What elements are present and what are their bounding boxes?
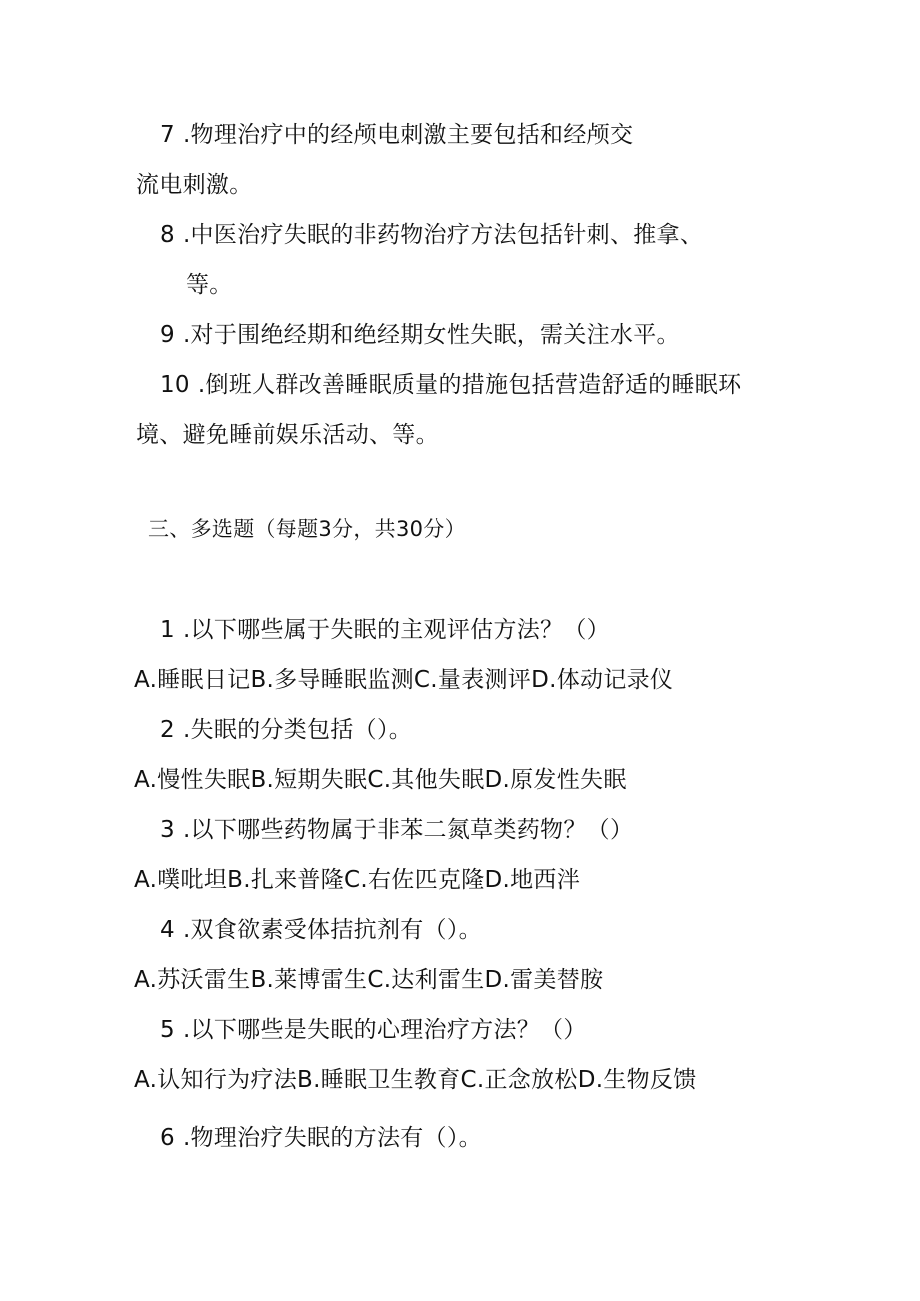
section-title: 三、多选题（每题3分，共30分）	[148, 517, 466, 541]
multi-question-5-options: A.认知行为疗法B.睡眠卫生教育C.正念放松D.生物反馈	[134, 1067, 697, 1093]
multi-question-4	[160, 915, 482, 945]
question-7	[160, 120, 633, 150]
question-number: 6	[160, 1125, 175, 1151]
question-number: 8	[160, 222, 175, 248]
question-number: 9	[160, 322, 175, 348]
question-text: .以下哪些药物属于非苯二氮草类药物？（）	[182, 817, 634, 843]
multi-question-3-options: A.噗吡坦B.扎来普隆C.右佐匹克隆D.地西泮	[134, 867, 581, 893]
question-number: 7	[160, 122, 175, 148]
question-text: .倒班人群改善睡眠质量的措施包括营造舒适的睡眠环	[197, 372, 742, 398]
question-text: .中医治疗失眠的非药物治疗方法包括针刺、推拿、	[182, 222, 704, 248]
question-text: .以下哪些是失眠的心理治疗方法？（）	[182, 1017, 587, 1043]
multi-question-6	[160, 1123, 482, 1153]
question-text: .以下哪些属于失眠的主观评估方法？（）	[182, 617, 610, 643]
multi-question-1	[160, 615, 610, 645]
question-number: 4	[160, 917, 175, 943]
question-8-continuation: 等。	[186, 272, 233, 298]
question-10	[160, 370, 741, 400]
multi-question-5	[160, 1015, 587, 1045]
question-text: .对于围绝经期和绝经期女性失眠，需关注水平。	[182, 322, 680, 348]
question-7-continuation: 流电刺激。	[136, 172, 253, 198]
question-number: 2	[160, 717, 175, 743]
question-text: .物理治疗中的经颅电刺激主要包括和经颅交	[182, 122, 634, 148]
question-9	[160, 320, 680, 350]
question-text: .物理治疗失眠的方法有（）。	[182, 1125, 482, 1151]
question-text: .双食欲素受体拮抗剂有（）。	[182, 917, 482, 943]
question-number: 1	[160, 617, 175, 643]
multi-question-4-options: A.苏沃雷生B.莱博雷生C.达利雷生D.雷美替胺	[134, 967, 604, 993]
question-number: 10	[160, 372, 190, 398]
multi-question-2	[160, 715, 412, 745]
multi-question-3	[160, 815, 633, 845]
question-number: 5	[160, 1017, 175, 1043]
multi-question-2-options: A.慢性失眠B.短期失眠C.其他失眠D.原发性失眠	[134, 767, 627, 793]
multi-question-1-options: A.睡眠日记B.多导睡眠监测C.量表测评D.体动记录仪	[134, 667, 674, 693]
question-8	[160, 220, 703, 250]
question-number: 3	[160, 817, 175, 843]
question-text: .失眠的分类包括（）。	[182, 717, 413, 743]
question-10-continuation: 境、避免睡前娱乐活动、等。	[136, 422, 439, 448]
